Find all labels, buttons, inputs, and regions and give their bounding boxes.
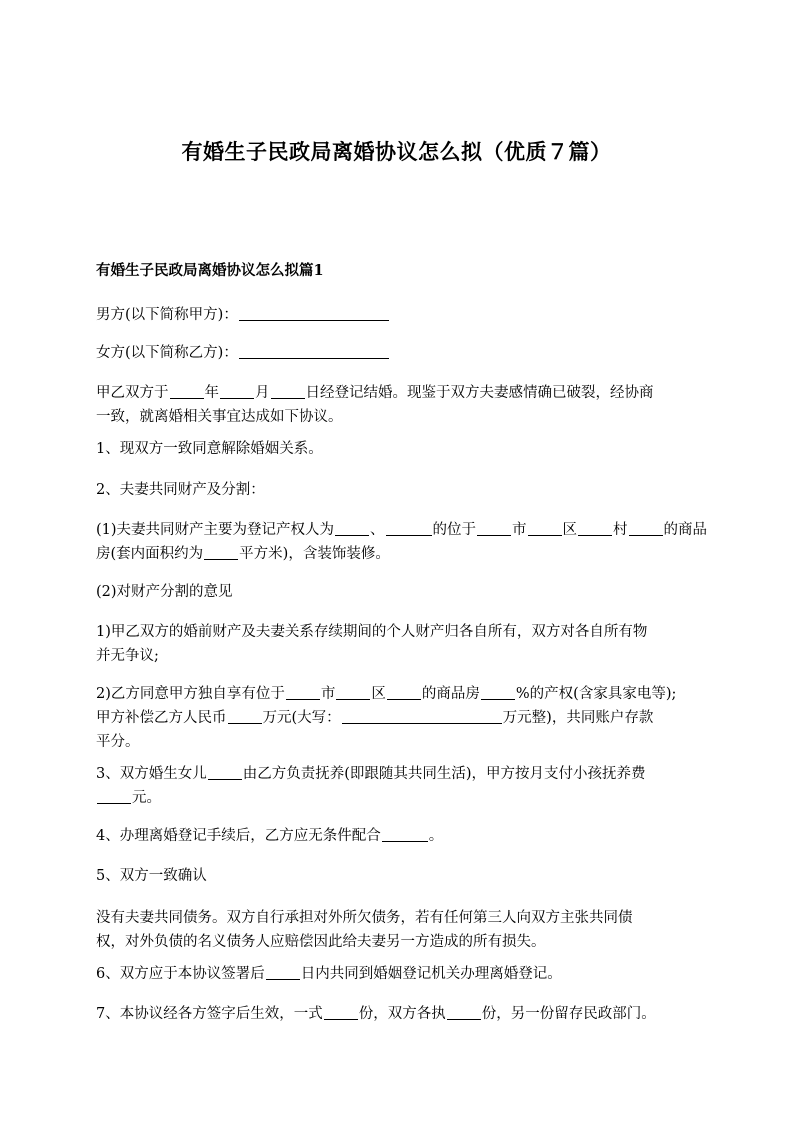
document-title: 有婚生子民政局离婚协议怎么拟（优质７篇）: [181, 140, 612, 164]
blank-line: [97, 788, 131, 804]
blank-line: [387, 684, 421, 700]
blank-line: [239, 305, 389, 321]
blank-line: [239, 343, 389, 359]
male-party-line: 男方(以下简称甲方)：: [96, 303, 390, 327]
blank-line: [342, 708, 502, 724]
female-party-line: 女方(以下简称乙方)：: [96, 341, 390, 365]
item-7: 7、本协议经各方签字后生效，一式 份，双方各执 份，另一份留存民政部门。: [96, 1006, 656, 1022]
item-2: 2、夫妻共同财产及分割：: [96, 482, 265, 498]
blank-line: [228, 708, 262, 724]
debt-paragraph: 没有夫妻共同债务。双方自行承担对外所欠债务，若有任何第三人向双方主张共同债 权，对外负债的名义债务人应赔偿因此给夫妻另一方造成的所有损失。: [96, 910, 633, 950]
blank-line: [447, 1004, 481, 1020]
item-2-1: (1)夫妻共同财产主要为登记产权人为 、 的位于 市 区 村 的商品 房(套内面积约为 平方米)，含装饰装修。: [96, 522, 708, 562]
blank-line: [266, 964, 300, 980]
item-5: 5、双方一致确认: [96, 868, 207, 884]
blank-line: [481, 684, 515, 700]
item-1: 1、现双方一致同意解除婚姻关系。: [96, 441, 323, 457]
blank-line: [324, 1004, 358, 1020]
paragraph-marriage: 甲乙双方于 年 月 日经登记结婚。现鉴于双方夫妻感情确已破裂，经协商 一致，就离婚相关事宜达成如下协议。: [96, 385, 654, 425]
item-4: 4、办理离婚登记手续后，乙方应无条件配合 。: [96, 828, 444, 844]
blank-line: [208, 764, 242, 780]
item-2-2-1: 1)甲乙双方的婚前财产及夫妻关系存续期间的个人财产归各自所有，双方对各自所有物 并无争议;: [96, 624, 648, 664]
blank-line: [336, 684, 370, 700]
blank-line: [382, 826, 428, 842]
blank-line: [220, 383, 254, 399]
blank-line: [386, 520, 432, 536]
blank-line: [477, 520, 511, 536]
blank-line: [271, 383, 305, 399]
blank-line: [286, 684, 320, 700]
blank-line: [528, 520, 562, 536]
blank-line: [335, 520, 369, 536]
blank-line: [170, 383, 204, 399]
blank-line: [629, 520, 663, 536]
section-heading: 有婚生子民政局离婚协议怎么拟篇1: [96, 262, 324, 279]
item-6: 6、双方应于本协议签署后 日内共同到婚姻登记机关办理离婚登记。: [96, 966, 562, 982]
item-2-2: (2)对财产分割的意见: [96, 584, 233, 600]
item-3: 3、双方婚生女儿 由乙方负责抚养(即跟随其共同生活)，甲方按月支付小孩抚养费 元。: [96, 766, 646, 806]
item-2-2-2: 2)乙方同意甲方独自享有位于 市 区 的商品房 %的产权(含家具家电等); 甲方补偿乙方人民币 万元(大写： 万元整)，共同账户存款 平分。: [96, 686, 677, 750]
blank-line: [578, 520, 612, 536]
blank-line: [204, 544, 238, 560]
